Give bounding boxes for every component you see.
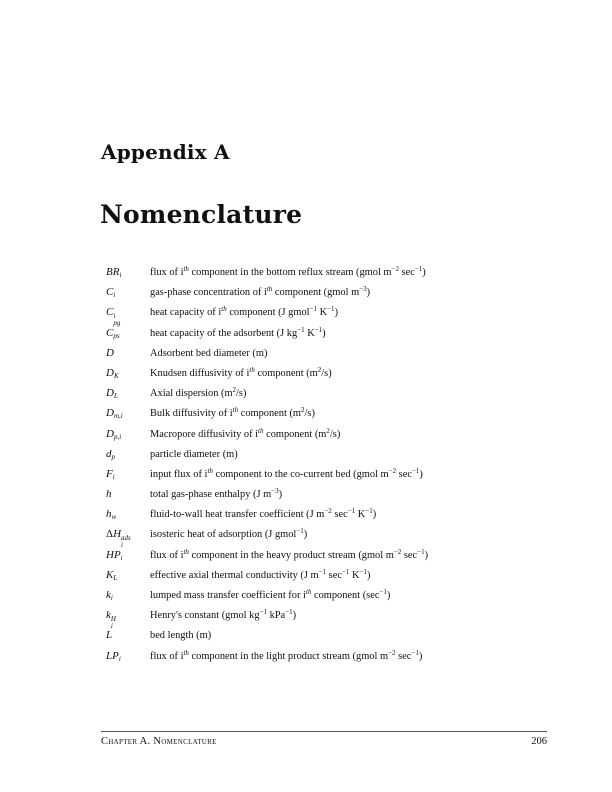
nomenclature-description: fluid-to-wall heat transfer coefficient (J $m^{-2}$ $\sec^{-1} K^{-1}$) — [150, 507, 377, 521]
nomenclature-description: heat capacity of $i^{th}$ component (J gmol$^{-1}$ $K^{-1}$) — [150, 305, 339, 319]
nomenclature-symbol: C i pg — [106, 306, 121, 328]
appendix-heading: Appendix A — [101, 140, 230, 164]
nomenclature-entry — [106, 528, 526, 548]
nomenclature-symbol: $C_i$ — [106, 286, 116, 300]
page-number: 206 — [531, 736, 547, 747]
nomenclature-entry — [106, 589, 526, 609]
chapter-title: Nomenclature — [100, 200, 303, 229]
nomenclature-description: total gas-phase enthalpy (J $m^{-3}$) — [150, 487, 283, 501]
nomenclature-description: Axial dispersion $(m^2/s)$ — [150, 386, 247, 400]
nomenclature-symbol: $D_{p,i}$ — [106, 427, 122, 441]
nomenclature-symbol: $C_{ps}$ — [106, 326, 120, 340]
nomenclature-description: Bulk diffusivity of $i^{th}$ component $(m^2/s)$ — [150, 406, 315, 420]
nomenclature-description: input flux of $i^{th}$ component to the co-current bed (gmol $m^{-2}$ $\sec^{-1}$) — [150, 466, 423, 480]
nomenclature-description: lumped mass transfer coefficient for $i^{th}$ component $(\sec^{-1})$ — [150, 588, 391, 601]
nomenclature-description: heat capacity of the adsorbent (J $kg^{-1}$ $K^{-1}$) — [150, 325, 326, 339]
nomenclature-symbol: D — [106, 346, 114, 359]
nomenclature-symbol: L — [106, 629, 113, 642]
nomenclature-description: Adsorbent bed diameter (m) — [150, 347, 268, 359]
nomenclature-description: isosteric heat of adsorption (J gmol$^{-1}$) — [150, 527, 308, 541]
nomenclature-symbol: $D_{m,i}$ — [106, 407, 123, 421]
nomenclature-entry — [106, 629, 526, 649]
nomenclature-description: particle diameter (m) — [150, 448, 238, 460]
nomenclature-entry — [106, 448, 526, 468]
nomenclature-symbol: k H i — [106, 609, 116, 631]
footer-rule — [101, 731, 547, 732]
nomenclature-symbol: $h_w$ — [106, 508, 117, 522]
nomenclature-symbol: ΔH ads i — [106, 528, 131, 550]
nomenclature-symbol: $BR_i$ — [106, 266, 122, 279]
running-head: Chapter A. Nomenclature — [101, 736, 217, 747]
nomenclature-entry — [106, 347, 526, 367]
nomenclature-description: flux of $i^{th}$ component in the heavy product stream (gmol $m^{-2}$ $\sec^{-1}$) — [150, 547, 429, 561]
nomenclature-entry — [106, 468, 526, 488]
nomenclature-entry — [106, 650, 526, 670]
nomenclature-description: bed length (m) — [150, 630, 212, 642]
nomenclature-symbol: $LP_i$ — [106, 649, 121, 663]
nomenclature-entry — [106, 407, 526, 427]
nomenclature-symbol: h — [106, 488, 112, 501]
nomenclature-description: flux of $i^{th}$ component in the light product stream (gmol $m^{-2}$ $\sec^{-1}$) — [150, 648, 423, 662]
nomenclature-entry — [106, 609, 526, 629]
nomenclature-entry — [106, 266, 526, 286]
nomenclature-entry — [106, 367, 526, 387]
nomenclature-entry — [106, 428, 526, 448]
nomenclature-symbol: $F_i$ — [106, 467, 115, 481]
nomenclature-entry — [106, 387, 526, 407]
nomenclature-symbol: $D_L$ — [106, 387, 118, 401]
nomenclature-symbol: $HP_i$ — [106, 548, 123, 562]
nomenclature-description: Macropore diffusivity of $i^{th}$ component $(m^2/s)$ — [150, 426, 341, 440]
nomenclature-description: Henry's constant (gmol $kg^{-1}$ kPa$^{-1}$) — [150, 608, 297, 622]
nomenclature-description: gas-phase concentration of $i^{th}$ component (gmol $m^{-3}$) — [150, 285, 371, 299]
nomenclature-symbol: $d_p$ — [106, 447, 115, 461]
nomenclature-entry — [106, 327, 526, 347]
nomenclature-description: effective axial thermal conductivity (J $m^{-1}$ $\sec^{-1} K^{-1}$) — [150, 567, 371, 581]
nomenclature-entry — [106, 306, 526, 326]
nomenclature-list — [106, 266, 526, 670]
nomenclature-entry — [106, 569, 526, 589]
nomenclature-description: Knudsen diffusivity of $i^{th}$ component $(m^2/s)$ — [150, 365, 332, 379]
nomenclature-entry — [106, 286, 526, 306]
nomenclature-symbol: $k_i$ — [106, 589, 113, 602]
nomenclature-entry — [106, 549, 526, 569]
nomenclature-entry — [106, 488, 526, 508]
nomenclature-symbol: $D_K$ — [106, 366, 119, 380]
nomenclature-symbol: $K_L$ — [106, 568, 118, 582]
nomenclature-entry — [106, 508, 526, 528]
nomenclature-description: flux of $i^{th}$ component in the bottom reflux stream (gmol $m^{-2}$ $\sec^{-1}$) — [150, 265, 426, 278]
